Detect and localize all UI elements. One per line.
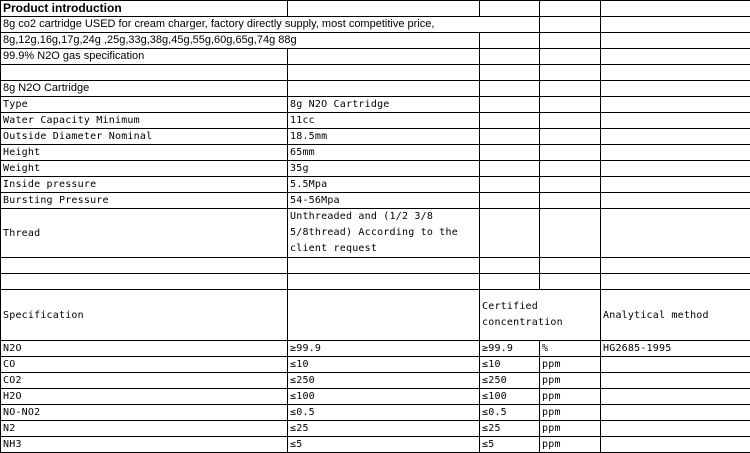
empty-cell <box>1 258 288 274</box>
certified-value: ≤5 <box>480 437 540 453</box>
empty-cell <box>540 177 601 193</box>
spec-name: CO2 <box>1 373 288 389</box>
empty-cell <box>601 65 750 81</box>
spec-header-method: Analytical method <box>601 290 750 341</box>
empty-cell <box>601 97 750 113</box>
certified-value: ≤250 <box>480 373 540 389</box>
empty-cell <box>540 193 601 209</box>
spec-row <box>1 437 750 453</box>
empty-cell <box>480 258 540 274</box>
unit: ppm <box>540 357 601 373</box>
spec-value: ≤5 <box>288 437 480 453</box>
property-label: Bursting Pressure <box>1 193 288 209</box>
empty-cell <box>480 145 540 161</box>
empty-cell <box>480 97 540 113</box>
certified-value: ≤25 <box>480 421 540 437</box>
blank-row <box>1 274 750 290</box>
spec-name: NO-NO2 <box>1 405 288 421</box>
property-row <box>1 177 750 193</box>
empty-cell <box>480 209 540 258</box>
empty-cell <box>288 81 480 97</box>
empty-cell <box>601 49 750 65</box>
spec-row <box>1 373 750 389</box>
empty-cell <box>601 113 750 129</box>
empty-cell <box>601 145 750 161</box>
page-title: Product introduction <box>1 1 288 17</box>
empty-cell <box>480 81 540 97</box>
property-value: 5.5Mpa <box>288 177 480 193</box>
cartridge-heading-row <box>1 81 750 97</box>
property-label: Weight <box>1 161 288 177</box>
empty-cell <box>601 274 750 290</box>
property-row <box>1 161 750 177</box>
analytical-method <box>601 389 750 405</box>
property-label: Water Capacity Minimum <box>1 113 288 129</box>
empty-cell <box>601 129 750 145</box>
property-row <box>1 145 750 161</box>
thread-row <box>1 209 750 258</box>
empty-cell <box>540 97 601 113</box>
spec-name: CO <box>1 357 288 373</box>
spec-row <box>1 405 750 421</box>
empty-cell <box>540 17 601 33</box>
intro-line-3: 99.9% N2O gas specification <box>1 49 288 65</box>
unit: % <box>540 341 601 357</box>
spec-row <box>1 341 750 357</box>
spec-name: H2O <box>1 389 288 405</box>
empty-cell <box>288 49 480 65</box>
certified-value: ≤100 <box>480 389 540 405</box>
spec-row <box>1 357 750 373</box>
empty-cell <box>540 49 601 65</box>
analytical-method: HG2685-1995 <box>601 341 750 357</box>
empty-cell <box>1 65 288 81</box>
empty-cell <box>288 274 480 290</box>
intro-row <box>1 49 750 65</box>
spec-value: ≤250 <box>288 373 480 389</box>
spec-value: ≤25 <box>288 421 480 437</box>
spec-value: ≤0.5 <box>288 405 480 421</box>
analytical-method <box>601 437 750 453</box>
cartridge-heading: 8g N2O Cartridge <box>1 81 288 97</box>
property-row <box>1 97 750 113</box>
empty-cell <box>540 258 601 274</box>
empty-cell <box>288 1 480 17</box>
analytical-method <box>601 405 750 421</box>
property-label: Type <box>1 97 288 113</box>
spec-name: NH3 <box>1 437 288 453</box>
unit: ppm <box>540 405 601 421</box>
empty-cell <box>480 129 540 145</box>
empty-cell <box>288 258 480 274</box>
empty-cell <box>480 1 540 17</box>
spec-name: N2O <box>1 341 288 357</box>
unit: ppm <box>540 437 601 453</box>
empty-cell <box>601 258 750 274</box>
property-value: 35g <box>288 161 480 177</box>
title-row <box>1 1 750 17</box>
intro-line-1: 8g co2 cartridge USED for cream charger, factory directly supply, most competitive price, <box>1 17 540 33</box>
empty-cell <box>601 17 750 33</box>
empty-cell <box>1 274 288 290</box>
intro-row <box>1 33 750 49</box>
thread-value: Unthreaded and (1/2 3/8 5/8thread) According to the client request <box>288 209 480 258</box>
unit: ppm <box>540 373 601 389</box>
empty-cell <box>288 290 480 341</box>
empty-cell <box>540 1 601 17</box>
unit: ppm <box>540 389 601 405</box>
property-row <box>1 129 750 145</box>
thread-label: Thread <box>1 209 288 258</box>
certified-value: ≤0.5 <box>480 405 540 421</box>
property-label: Height <box>1 145 288 161</box>
spec-row <box>1 421 750 437</box>
empty-cell <box>601 161 750 177</box>
empty-cell <box>540 145 601 161</box>
property-value: 8g N2O Cartridge <box>288 97 480 113</box>
empty-cell <box>480 33 540 49</box>
blank-row <box>1 258 750 274</box>
empty-cell <box>480 177 540 193</box>
property-row <box>1 193 750 209</box>
analytical-method <box>601 357 750 373</box>
unit: ppm <box>540 421 601 437</box>
empty-cell <box>540 33 601 49</box>
empty-cell <box>540 113 601 129</box>
analytical-method <box>601 373 750 389</box>
spec-header-row <box>1 290 750 341</box>
spec-value: ≥99.9 <box>288 341 480 357</box>
empty-cell <box>601 177 750 193</box>
property-value: 11cc <box>288 113 480 129</box>
analytical-method <box>601 421 750 437</box>
empty-cell <box>540 161 601 177</box>
property-label: Inside pressure <box>1 177 288 193</box>
empty-cell <box>540 274 601 290</box>
property-value: 18.5mm <box>288 129 480 145</box>
certified-value: ≥99.9 <box>480 341 540 357</box>
empty-cell <box>480 274 540 290</box>
spec-value: ≤100 <box>288 389 480 405</box>
empty-cell <box>601 209 750 258</box>
property-label: Outside Diameter Nominal <box>1 129 288 145</box>
property-value: 65mm <box>288 145 480 161</box>
empty-cell <box>480 65 540 81</box>
empty-cell <box>601 81 750 97</box>
property-value: 54-56Mpa <box>288 193 480 209</box>
intro-line-2: 8g,12g,16g,17g,24g ,25g,33g,38g,45g,55g,60g,65g,74g 88g <box>1 33 480 49</box>
empty-cell <box>601 193 750 209</box>
blank-row <box>1 65 750 81</box>
spec-row <box>1 389 750 405</box>
empty-cell <box>480 161 540 177</box>
empty-cell <box>540 129 601 145</box>
spec-value: ≤10 <box>288 357 480 373</box>
empty-cell <box>540 65 601 81</box>
property-row <box>1 113 750 129</box>
empty-cell <box>288 65 480 81</box>
empty-cell <box>540 209 601 258</box>
empty-cell <box>480 49 540 65</box>
empty-cell <box>601 1 750 17</box>
spec-name: N2 <box>1 421 288 437</box>
empty-cell <box>540 81 601 97</box>
spec-header-certified: Certified concentration <box>480 290 601 341</box>
empty-cell <box>480 113 540 129</box>
intro-row <box>1 17 750 33</box>
certified-value: ≤10 <box>480 357 540 373</box>
empty-cell <box>601 33 750 49</box>
spec-header-specification: Specification <box>1 290 288 341</box>
empty-cell <box>480 193 540 209</box>
